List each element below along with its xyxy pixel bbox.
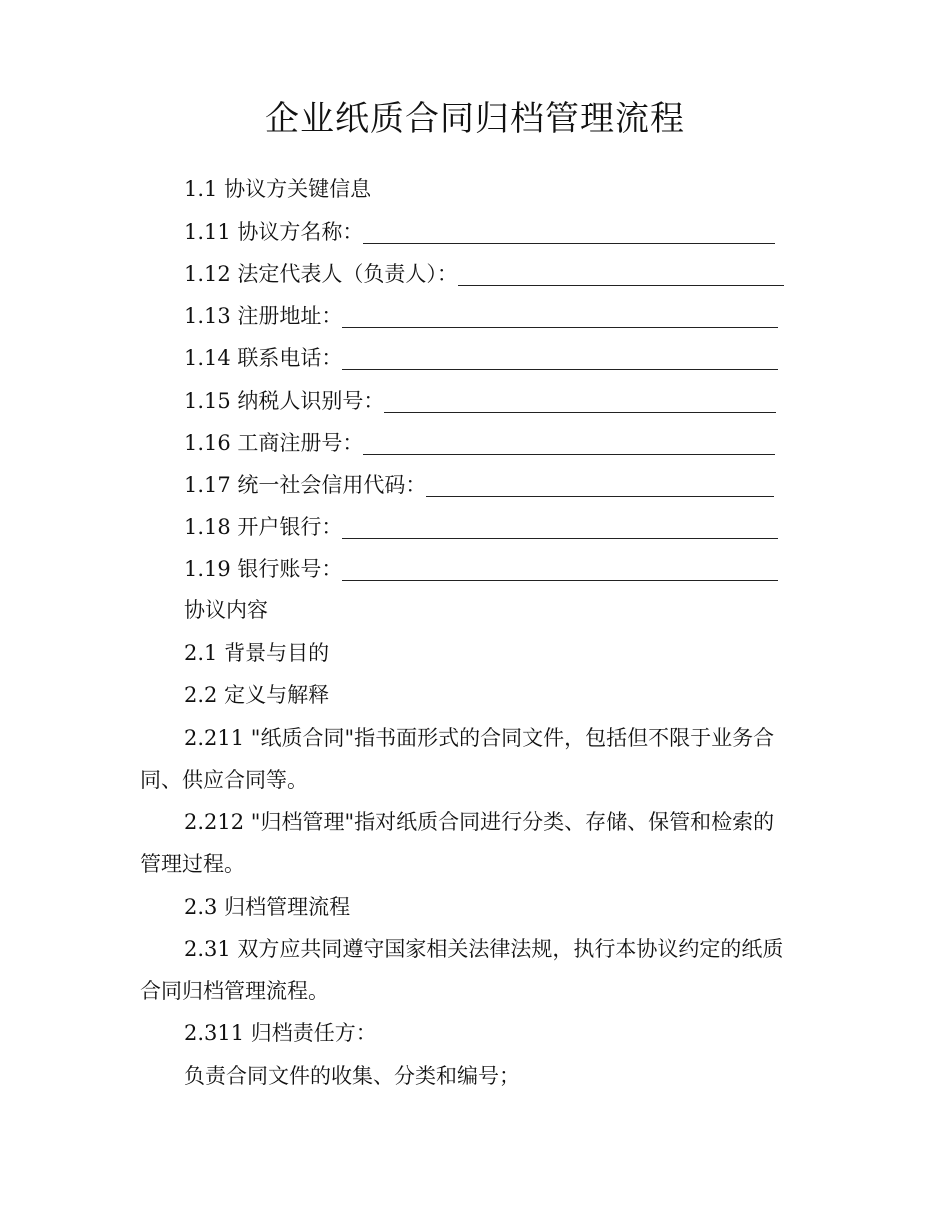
section-heading-party-info: 1.1 协议方关键信息 <box>184 177 372 201</box>
document-title: 企业纸质合同归档管理流程 <box>265 99 685 139</box>
credit-code-blank[interactable] <box>426 474 774 497</box>
credit-code-label: 1.17 统一社会信用代码： <box>184 473 427 497</box>
paragraph-responsibility: 负责合同文件的收集、分类和编号； <box>184 1064 520 1088</box>
legal-representative-blank[interactable] <box>458 263 784 286</box>
taxpayer-id-blank[interactable] <box>384 390 776 413</box>
phone-field <box>184 343 778 373</box>
bank-account-field <box>184 554 778 584</box>
phone-label: 1.14 联系电话： <box>184 346 343 370</box>
paragraph-2-31-line1: 2.31 双方应共同遵守国家相关法律法规，执行本协议约定的纸质 <box>184 937 784 961</box>
paragraph-2-212-line2: 管理过程。 <box>140 852 245 876</box>
business-registration-label: 1.16 工商注册号： <box>184 431 364 455</box>
business-registration-field <box>184 428 775 458</box>
taxpayer-id-label: 1.15 纳税人识别号： <box>184 389 385 413</box>
registered-address-label: 1.13 注册地址： <box>184 304 343 328</box>
section-heading-agreement-content: 协议内容 <box>184 598 268 622</box>
bank-account-blank[interactable] <box>342 558 778 581</box>
phone-blank[interactable] <box>342 347 778 370</box>
paragraph-2-3: 2.3 归档管理流程 <box>184 895 351 919</box>
paragraph-2-1: 2.1 背景与目的 <box>184 641 330 665</box>
business-registration-blank[interactable] <box>363 432 775 455</box>
paragraph-2-211-line1: 2.211 "纸质合同"指书面形式的合同文件，包括但不限于业务合 <box>184 726 775 750</box>
legal-representative-field <box>184 259 784 289</box>
party-name-blank[interactable] <box>363 221 775 244</box>
bank-field <box>184 512 778 542</box>
legal-representative-label: 1.12 法定代表人（负责人）： <box>184 262 458 286</box>
bank-account-label: 1.19 银行账号： <box>184 557 343 581</box>
bank-blank[interactable] <box>342 516 778 539</box>
credit-code-field <box>184 470 774 500</box>
paragraph-2-311: 2.311 归档责任方： <box>184 1021 377 1045</box>
party-name-field <box>184 217 775 247</box>
registered-address-field <box>184 301 778 331</box>
paragraph-2-2: 2.2 定义与解释 <box>184 683 330 707</box>
paragraph-2-212-line1: 2.212 "归档管理"指对纸质合同进行分类、存储、保管和检索的 <box>184 810 775 834</box>
paragraph-2-211-line2: 同、供应合同等。 <box>140 768 308 792</box>
bank-label: 1.18 开户银行： <box>184 515 343 539</box>
party-name-label: 1.11 协议方名称： <box>184 220 364 244</box>
registered-address-blank[interactable] <box>342 305 778 328</box>
paragraph-2-31-line2: 合同归档管理流程。 <box>140 979 329 1003</box>
taxpayer-id-field <box>184 386 776 416</box>
